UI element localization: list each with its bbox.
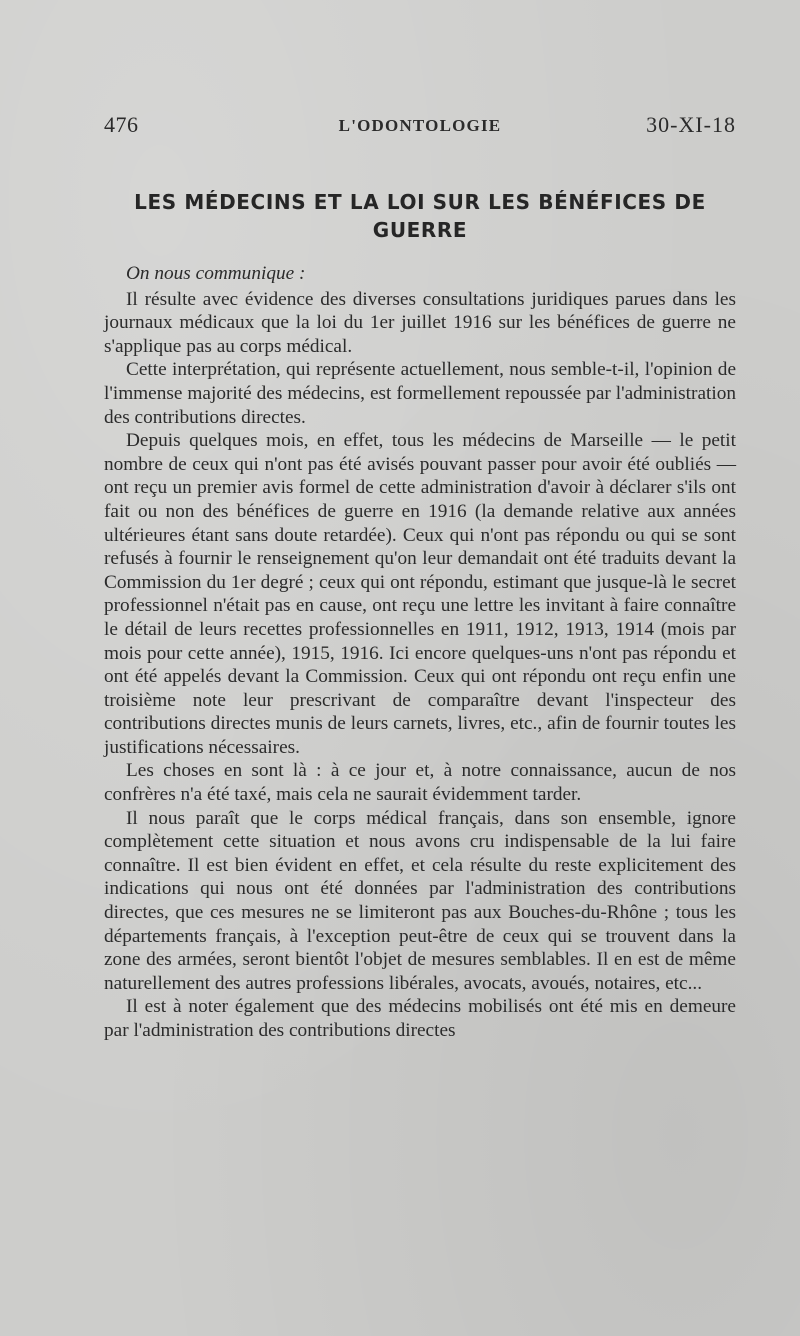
paragraph: Les choses en sont là : à ce jour et, à notre connaissance, aucun de nos confrères n'a été taxé, mais cela ne saurait évidemment tarder. <box>104 760 736 806</box>
paragraph: Cette interprétation, qui représente actuellement, nous semble-t-il, l'opinion de l'immense majorité des médecins, est formellement repoussée par l'administration des contributions directes. <box>104 359 736 428</box>
paragraph: Depuis quelques mois, en effet, tous les médecins de Marseille — le petit nombre de ceux qui n'ont pas été avisés pouvant passer pour avoir été oubliés — ont reçu un premier avis formel de cette administration d'avoir à déclarer s'ils ont fait ou non des bénéfices de guerre en 1916 (la demande relative aux années ultérieures étant sans doute retardée). Ceux qui n'ont pas répondu ou qui se sont refusés à fournir le renseignement qu'on leur demandait ont été traduits devant la Commission du 1er degré ; ceux qui ont répondu, estimant que jusque-là le secret professionnel n'était pas en cause, ont reçu une lettre les invitant à faire connaître le détail de leurs recettes professionnelles en 1911, 1912, 1913, 1914 (mois par mois pour cette année), 1915, 1916. Ici encore quelques-uns n'ont pas répondu et ont été appelés devant la Commission. Ceux qui ont répondu ont reçu enfin une troisième note leur prescrivant de comparaître devant l'inspecteur des contributions directes munis de leurs carnets, livres, etc., afin de fournir toutes les justifications nécessaires. <box>104 430 736 758</box>
article-body <box>104 262 736 1043</box>
running-header <box>104 112 736 142</box>
article-intro: On nous communique : <box>126 263 306 284</box>
article-title: LES MÉDECINS ET LA LOI SUR LES BÉNÉFICES DE GUERRE <box>134 190 706 242</box>
issue-date: 30-XI-18 <box>646 112 736 137</box>
paragraph: Il résulte avec évidence des diverses consultations juridiques parues dans les journaux médicaux que la loi du 1er juillet 1916 sur les bénéfices de guerre ne s'applique pas au corps médical. <box>104 288 736 357</box>
paragraph: Il est à noter également que des médecins mobilisés ont été mis en demeure par l'administration des contributions directes <box>104 996 736 1041</box>
page-number: 476 <box>104 112 139 137</box>
paragraph: Il nous paraît que le corps médical français, dans son ensemble, ignore complètement cette situation et nous avons cru indispensable de la lui faire connaître. Il est bien évident en effet, et cela résulte du reste explicitement des indications qui nous ont été données par l'administration des contributions directes, que ces mesures ne se limiteront pas aux Bouches-du-Rhône ; tous les départements français, à l'exception peut-être de ceux qui se trouvent dans la zone des armées, seront bientôt l'objet de mesures semblables. Il en est de même naturellement des autres professions libérales, avocats, avoués, notaires, etc... <box>104 807 736 994</box>
journal-title: L'ODONTOLOGIE <box>338 116 502 135</box>
